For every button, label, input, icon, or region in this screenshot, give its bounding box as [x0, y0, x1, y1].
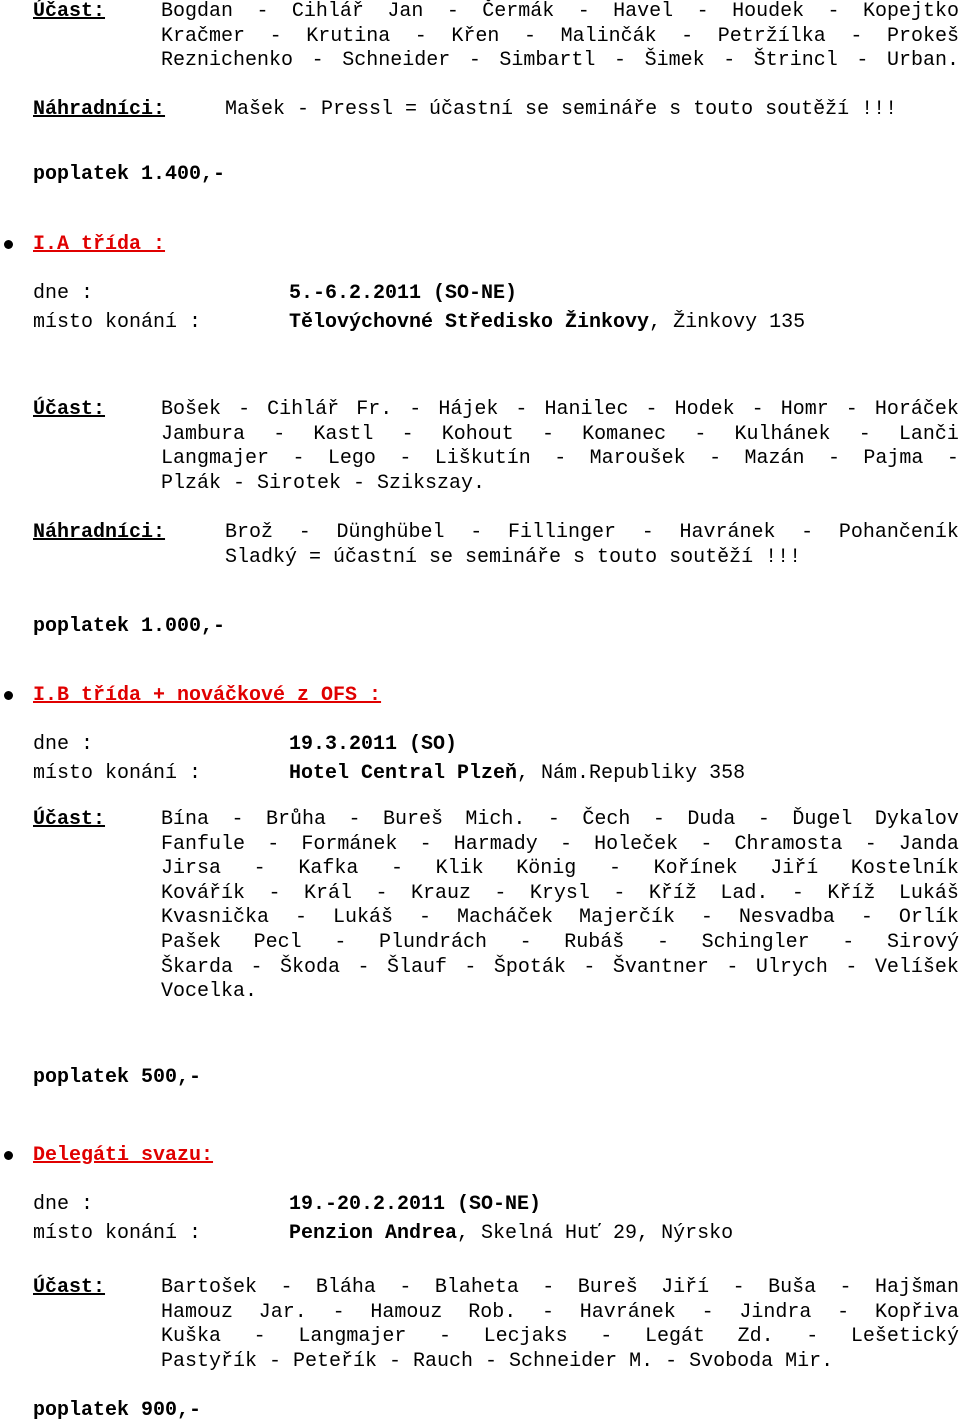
- section-title: I.B třída + nováčkové z OFS :: [33, 684, 382, 707]
- date-value: 5.-6.2.2011 (SO-NE): [289, 282, 518, 305]
- substitutes-text: Mašek - Pressl = účastní se semináře s touto soutěží !!!: [225, 98, 898, 121]
- participants-list-1: [161, 398, 959, 496]
- participants-line: Jirsa - Kafka - Klik König - Kořínek Jiří Kostelník: [161, 857, 959, 881]
- participants-line: Langmajer - Lego - Liškutín - Maroušek - Mazán - Pajma -: [161, 447, 959, 471]
- participants-line: Kovářík - Král - Krauz - Krysl - Kříž Lad. - Kříž Lukáš: [161, 881, 959, 905]
- date-label: dne :: [33, 282, 94, 305]
- date-label: dne :: [33, 733, 94, 756]
- participants-line: Kuška - Langmajer - Lecjaks - Legát Zd. - Lešetický: [161, 1325, 959, 1349]
- date-label: dne :: [33, 1193, 94, 1216]
- participants-list-0: [161, 0, 959, 74]
- venue-address: , Nám.Republiky 358: [517, 762, 746, 785]
- participants-list-3: [161, 1276, 959, 1374]
- participants-line: Plzák - Sirotek - Szikszay.: [161, 471, 486, 495]
- venue-value: [289, 1222, 733, 1247]
- venue-name: Penzion Andrea: [289, 1222, 458, 1245]
- participants-line: Kračmer - Krutina - Křen - Malinčák - Petržílka - Prokeš: [161, 24, 959, 48]
- fee: poplatek 900,-: [33, 1399, 202, 1422]
- ucast-label: Účast:: [33, 808, 106, 831]
- fee: poplatek 1.000,-: [33, 615, 226, 638]
- bullet-icon: [4, 691, 13, 700]
- participants-line: Bošek - Cihlář Fr. - Hájek - Hanilec - Hodek - Homr - Horáček: [161, 398, 959, 421]
- participants-line: Kvasnička - Lukáš - Macháček Majerčík - Nesvadba - Orlík: [161, 906, 959, 930]
- nahradnici-label: Náhradníci:: [33, 98, 166, 121]
- participants-line: Bogdan - Cihlář Jan - Čermák - Havel - Houdek - Kopejtko: [161, 0, 959, 23]
- participants-line: Hamouz Jar. - Hamouz Rob. - Havránek - Jindra - Kopřiva: [161, 1300, 959, 1324]
- participants-line: Vocelka.: [161, 980, 258, 1004]
- venue-name: Hotel Central Plzeň: [289, 762, 518, 785]
- participants-line: Fanfule - Formánek - Harmady - Holeček - Chramosta - Janda: [161, 832, 959, 856]
- section-title: Delegáti svazu:: [33, 1144, 214, 1167]
- participants-line: Reznichenko - Schneider - Simbartl - Šimek - Štrincl - Urban.: [161, 49, 959, 73]
- ucast-label: Účast:: [33, 398, 106, 421]
- substitutes-line: Sladký = účastní se semináře s touto soutěží !!!: [225, 545, 802, 569]
- venue-address: , Skelná Huť 29, Nýrsko: [457, 1222, 734, 1245]
- venue-name: Tělovýchovné Středisko Žinkovy: [289, 311, 650, 334]
- participants-line: Bartošek - Bláha - Blaheta - Bureš Jiří - Buša - Hajšman: [161, 1276, 959, 1299]
- fee: poplatek 1.400,-: [33, 163, 226, 186]
- participants-list-2: [161, 808, 959, 1005]
- participants-line: Jambura - Kastl - Kohout - Komanec - Kulhánek - Lanči: [161, 422, 959, 446]
- venue-label: místo konání :: [33, 1222, 202, 1245]
- bullet-icon: [4, 1151, 13, 1160]
- participants-line: Bína - Brůha - Bureš Mich. - Čech - Duda - Ďugel Dykalov: [161, 808, 959, 831]
- section-title: I.A třída :: [33, 233, 166, 256]
- date-value: 19.3.2011 (SO): [289, 733, 458, 756]
- venue-address: , Žinkovy 135: [649, 311, 806, 334]
- date-value: 19.-20.2.2011 (SO-NE): [289, 1193, 542, 1216]
- substitutes-line: Brož - Dünghübel - Fillinger - Havránek - Pohančeník: [225, 521, 959, 544]
- substitutes-list-1: [225, 521, 959, 570]
- venue-label: místo konání :: [33, 311, 202, 334]
- venue-value: [289, 762, 745, 787]
- ucast-label: Účast:: [33, 0, 106, 23]
- venue-label: místo konání :: [33, 762, 202, 785]
- participants-line: Pastyřík - Peteřík - Rauch - Schneider M. - Svoboda Mir.: [161, 1349, 834, 1373]
- participants-line: Škarda - Škoda - Šlauf - Špoták - Švantner - Ulrych - Velíšek: [161, 955, 959, 979]
- ucast-label: Účast:: [33, 1276, 106, 1299]
- nahradnici-label: Náhradníci:: [33, 521, 166, 544]
- fee: poplatek 500,-: [33, 1066, 202, 1089]
- bullet-icon: [4, 240, 13, 249]
- participants-line: Pašek Pecl - Plundrách - Rubáš - Schingler - Sirový: [161, 930, 959, 954]
- venue-value: [289, 311, 805, 336]
